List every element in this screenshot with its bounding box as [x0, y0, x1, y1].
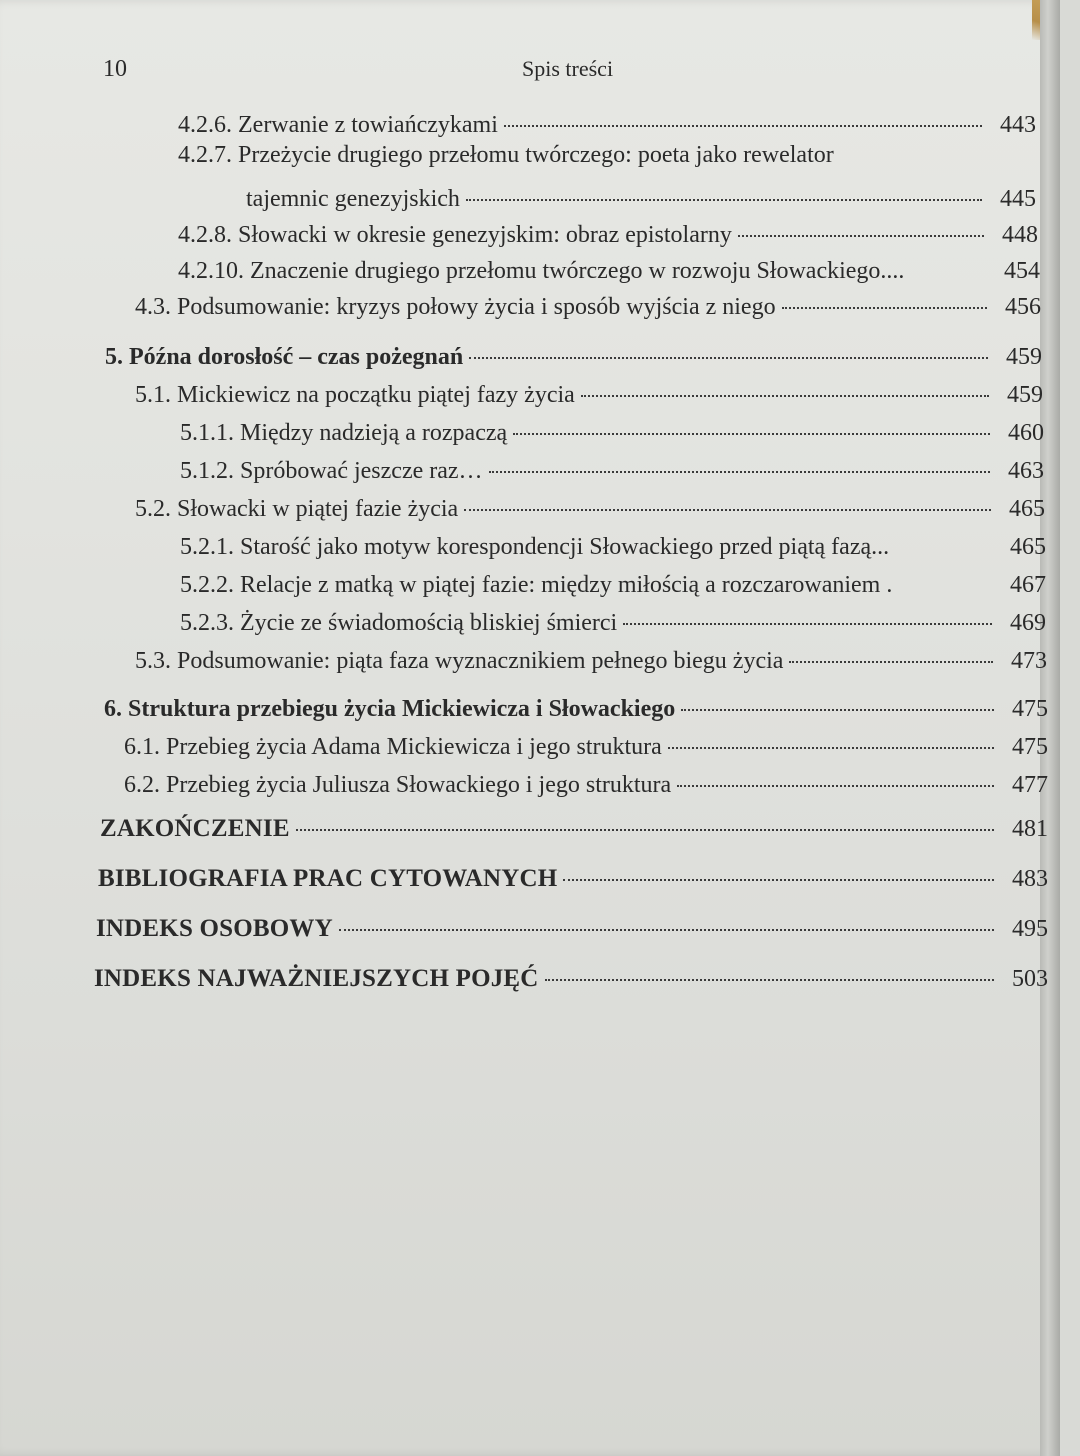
- toc-entry-page: 456: [1005, 294, 1041, 320]
- toc-entry-page: 483: [1012, 866, 1048, 892]
- toc-entry-page: 459: [1007, 382, 1043, 408]
- toc-entry-title: 4.2.8. Słowacki w okresie genezyjskim: obraz epistolarny: [178, 222, 732, 248]
- toc-entry-title: 5.1.1. Między nadzieją a rozpaczą: [180, 420, 508, 446]
- dot-leader: [296, 829, 994, 831]
- toc-entry-title: 6.1. Przebieg życia Adama Mickiewicza i jego struktura: [124, 734, 662, 760]
- toc-section-title: BIBLIOGRAFIA PRAC CYTOWANYCH: [98, 865, 558, 892]
- toc-entry-page: 459: [1006, 344, 1042, 370]
- toc-entry: [135, 292, 1041, 322]
- toc-chapter-title: 5. Późna dorosłość – czas pożegnań: [105, 344, 464, 370]
- toc-entry-page: 463: [1008, 458, 1044, 484]
- dot-leader: [504, 125, 982, 127]
- dot-leader: [668, 747, 994, 749]
- toc-entry: [178, 220, 1038, 250]
- dot-leader: [782, 307, 987, 309]
- toc-entry: [135, 494, 1045, 524]
- dot-leader: [677, 785, 994, 787]
- toc-section-title: INDEKS NAJWAŻNIEJSZYCH POJĘĆ: [94, 965, 539, 992]
- toc-entry: [135, 646, 1047, 676]
- toc-entry-page: 465: [1009, 496, 1045, 522]
- dot-leader: [789, 661, 993, 663]
- toc-entry: [180, 456, 1044, 486]
- toc-entry: [178, 256, 1040, 286]
- running-title: Spis treści: [522, 56, 614, 81]
- toc-entry: [124, 732, 1048, 762]
- toc-entry: [94, 964, 1048, 994]
- toc-entry-page: 475: [1012, 734, 1048, 760]
- page-number: 10: [103, 56, 127, 82]
- toc-entry-page: 475: [1012, 696, 1048, 722]
- toc-entry: [180, 418, 1044, 448]
- toc-entry: [180, 608, 1046, 638]
- dot-leader: [738, 235, 984, 237]
- toc-section-title: ZAKOŃCZENIE: [100, 815, 290, 842]
- toc-entry-page: 481: [1012, 816, 1048, 842]
- page-header: [0, 56, 1060, 92]
- toc-entry: [180, 532, 1046, 562]
- toc-entry: [135, 380, 1043, 410]
- toc-entry-title: tajemnic genezyjskich: [246, 186, 460, 212]
- toc-entry-page: 443: [1000, 112, 1036, 138]
- toc-entry-title: 4.2.10. Znaczenie drugiego przełomu twórczego w rozwoju Słowackiego....: [178, 258, 905, 284]
- toc-entry-page: 477: [1012, 772, 1048, 798]
- dot-leader: [464, 509, 991, 511]
- toc-entry-title: 5.2.2. Relacje z matką w piątej fazie: między miłością a rozczarowaniem .: [180, 572, 893, 598]
- toc-entry-page: 454: [1004, 258, 1040, 284]
- toc-entry: [96, 914, 1048, 944]
- toc-entry-page: 465: [1010, 534, 1046, 560]
- toc-entry: [104, 694, 1048, 724]
- toc-chapter-title: 6. Struktura przebiegu życia Mickiewicza i Słowackiego: [104, 696, 676, 722]
- dot-leader: [513, 433, 990, 435]
- toc-section-title: INDEKS OSOBOWY: [96, 915, 333, 942]
- toc-entry-title: 4.3. Podsumowanie: kryzys połowy życia i sposób wyjścia z niego: [135, 294, 776, 320]
- toc-entry: [100, 814, 1048, 844]
- toc-entry: [124, 770, 1048, 800]
- page-edge: [1040, 0, 1060, 1456]
- toc-entry-page: 473: [1011, 648, 1047, 674]
- toc-entry: [178, 110, 1036, 140]
- toc-entry: [180, 570, 1046, 600]
- toc-entry-title: 5.3. Podsumowanie: piąta faza wyznacznikiem pełnego biegu życia: [135, 648, 784, 674]
- toc-entry-page: 469: [1010, 610, 1046, 636]
- toc-entry-page: 460: [1008, 420, 1044, 446]
- toc-entry-page: 495: [1012, 916, 1048, 942]
- toc-entry-title: 4.2.7. Przeżycie drugiego przełomu twórczego: poeta jako rewelator: [178, 142, 834, 168]
- toc-entry-page: 467: [1010, 572, 1046, 598]
- dot-leader: [339, 929, 994, 931]
- toc-entry-page: 445: [1000, 186, 1036, 212]
- toc-entry-title: 4.2.6. Zerwanie z towiańczykami: [178, 112, 498, 138]
- dot-leader: [581, 395, 989, 397]
- toc-entry-title: 5.2. Słowacki w piątej fazie życia: [135, 496, 459, 522]
- dot-leader: [545, 979, 994, 981]
- toc-entry-title: 5.2.1. Starość jako motyw korespondencji Słowackiego przed piątą fazą...: [180, 534, 890, 560]
- dot-leader: [489, 471, 990, 473]
- toc-entry-title: 5.1.2. Spróbować jeszcze raz…: [180, 458, 483, 484]
- toc-entry-title: 6.2. Przebieg życia Juliusza Słowackiego i jego struktura: [124, 772, 672, 798]
- toc-entry-page: 448: [1002, 222, 1038, 248]
- toc-entry-title: 5.2.3. Życie ze świadomością bliskiej śmierci: [180, 610, 618, 636]
- toc-entry: [105, 342, 1042, 372]
- toc-entry: [246, 184, 1036, 214]
- dot-leader: [563, 879, 994, 881]
- dot-leader: [466, 199, 982, 201]
- toc-entry-page: 503: [1012, 966, 1048, 992]
- dot-leader: [469, 357, 988, 359]
- toc-entry-title: 5.1. Mickiewicz na początku piątej fazy życia: [135, 382, 575, 408]
- dot-leader: [623, 623, 992, 625]
- toc-entry: [98, 864, 1048, 894]
- dot-leader: [681, 709, 994, 711]
